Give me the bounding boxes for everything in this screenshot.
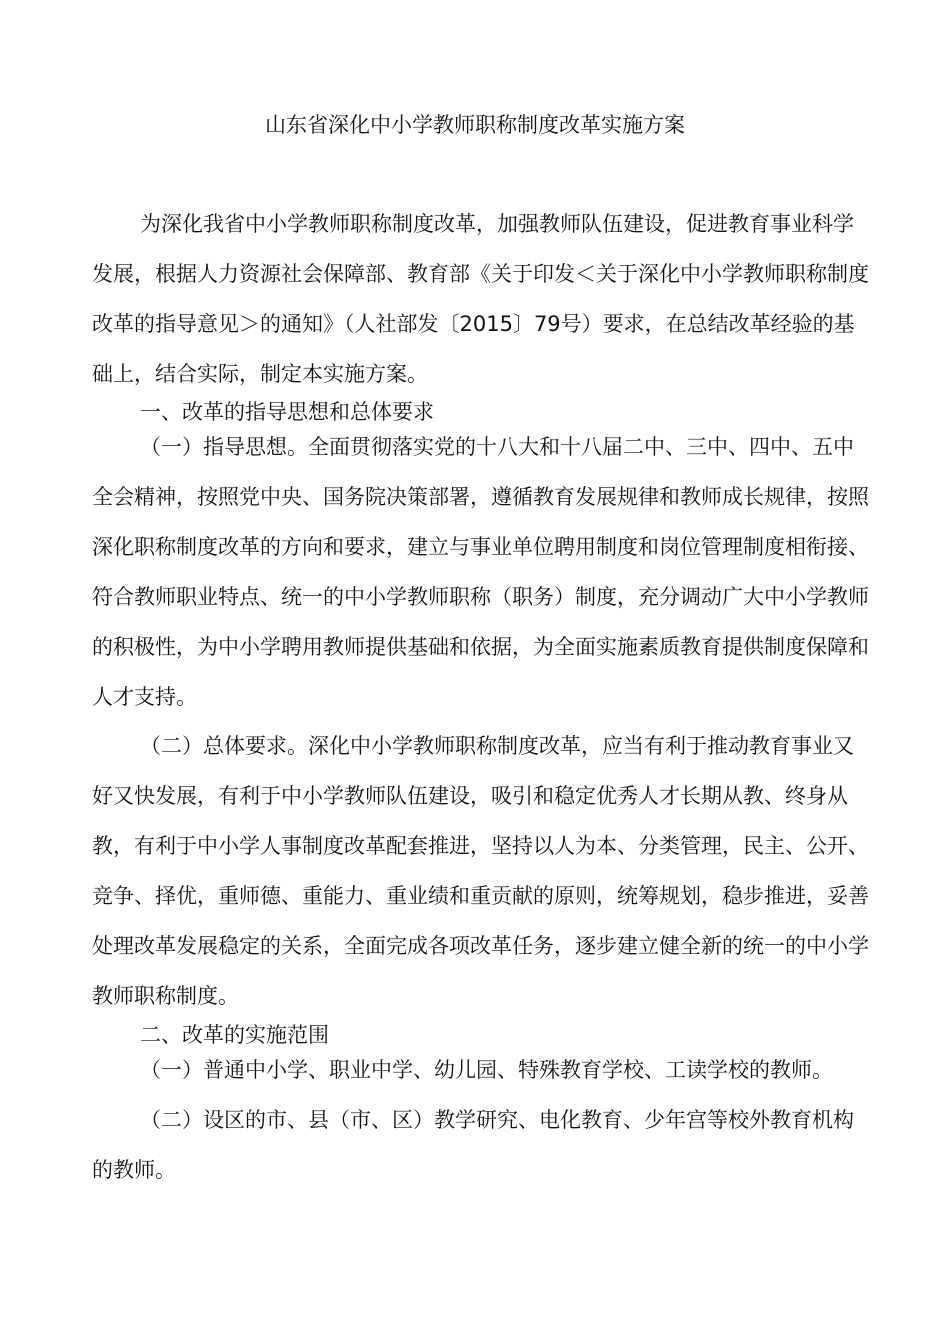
document-title: 山东省深化中小学教师职称制度改革实施方案	[265, 113, 685, 137]
section1-heading: 一、改革的指导思想和总体要求	[140, 400, 434, 424]
section2-scope-item-1: （一）普通中小学、职业中学、幼儿园、特殊教育学校、工读学校的教师。	[140, 1058, 833, 1082]
section1-general-requirements-paragraph: （二）总体要求。深化中小学教师职称制度改革，应当有利于推动教育事业又好又快发展，有利于中小学教师队伍建设，吸引和稳定优秀人才长期从教、终身从教，有利于中小学人事制度改革配套推进，坚持以人为本、分类管理，民主、公开、竞争、择优，重师德、重能力、重业绩和重贡献的原则，统筹规划，稳步推进，妥善处理改革发展稳定的关系，全面完成各项改革任务，逐步建立健全新的统一的中小学教师职称制度。	[92, 734, 869, 1008]
section2-heading: 二、改革的实施范围	[140, 1023, 329, 1047]
intro-paragraph: 为深化我省中小学教师职称制度改革，加强教师队伍建设，促进教育事业科学发展，根据人力资源社会保障部、教育部《关于印发＜关于深化中小学教师职称制度改革的指导意见＞的通知》（人社部发〔2015〕79号）要求，在总结改革经验的基础上，结合实际，制定本实施方案。	[92, 212, 869, 386]
section2-scope-item-2: （二）设区的市、县（市、区）教学研究、电化教育、少年宫等校外教育机构的教师。	[92, 1108, 854, 1182]
section1-guiding-ideology-paragraph: （一）指导思想。全面贯彻落实党的十八大和十八届二中、三中、四中、五中全会精神，按照党中央、国务院决策部署，遵循教育发展规律和教师成长规律，按照深化职称制度改革的方向和要求，建立与事业单位聘用制度和岗位管理制度相衔接、符合教师职业特点、统一的中小学教师职称（职务）制度，充分调动广大中小学教师的积极性，为中小学聘用教师提供基础和依据，为全面实施素质教育提供制度保障和人才支持。	[92, 435, 869, 709]
